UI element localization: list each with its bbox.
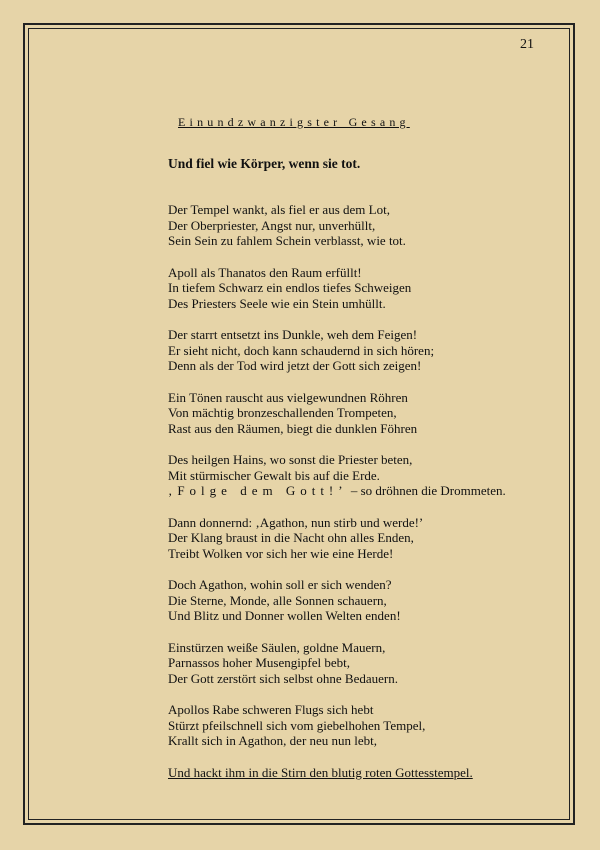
verse-line: Dann donnernd: ‚Agathon, nun stirb und werde!’ <box>168 514 424 530</box>
stanza <box>168 640 548 687</box>
verse-line: Der starrt entsetzt ins Dunkle, weh dem Feigen! <box>168 327 418 342</box>
verse-line: Der Oberpriester, Angst nur, unverhüllt, <box>168 217 376 233</box>
verse-line: Krallt sich in Agathon, der neu nun lebt, <box>168 733 378 748</box>
stanza <box>168 577 548 624</box>
verse-line: In tiefem Schwarz ein endlos tiefes Schweigen <box>168 280 412 295</box>
verse-line: Er sieht nicht, doch kann schaudernd in sich hören; <box>168 342 435 358</box>
call-line-rest: – so dröhnen die Drommeten. <box>347 483 506 498</box>
stanza <box>168 452 548 499</box>
final-line: Und hackt ihm in die Stirn den blutig roten Gottesstempel. <box>168 764 473 780</box>
verse-line: Apoll als Thanatos den Raum erfüllt! <box>168 264 362 280</box>
verse-line: Mit stürmischer Gewalt bis auf die Erde. <box>168 467 380 483</box>
verse-line: Und Blitz und Donner wollen Welten enden! <box>168 608 401 623</box>
verse-line: Der Klang braust in die Nacht ohn alles Enden, <box>168 530 414 545</box>
verse-line: Einstürzen weiße Säulen, goldne Mauern, <box>168 639 386 655</box>
verse-line: Rast aus den Räumen, biegt die dunklen Föhren <box>168 420 418 436</box>
verse-line: Sein Sein zu fahlem Schein verblasst, wie tot. <box>168 233 406 248</box>
call-line <box>168 483 548 499</box>
stanza <box>168 265 548 312</box>
chapter-title: Einundzwanzigster Gesang <box>178 115 410 129</box>
verse-line: Der Gott zerstört sich selbst ohne Bedauern. <box>168 670 398 686</box>
page-number: 21 <box>520 37 534 52</box>
verse-line: Des Priesters Seele wie ein Stein umhüllt. <box>168 295 386 311</box>
stanza <box>168 702 548 749</box>
verse-line: Der Tempel wankt, als fiel er aus dem Lot, <box>168 202 390 217</box>
verse-line: Parnassos hoher Musengipfel bebt, <box>168 655 350 670</box>
poem-content <box>168 115 548 780</box>
verse-line: Ein Tönen rauscht aus vielgewundnen Röhren <box>168 389 408 405</box>
stanza <box>168 390 548 437</box>
stanza <box>168 327 548 374</box>
verse-line: Doch Agathon, wohin soll er sich wenden? <box>168 577 392 592</box>
verse-line: Von mächtig bronzeschallenden Trompeten, <box>168 405 397 420</box>
stanza <box>168 515 548 562</box>
verse-line: Apollos Rabe schweren Flugs sich hebt <box>168 702 374 717</box>
verse-line: Die Sterne, Monde, alle Sonnen schauern, <box>168 592 387 608</box>
verse-line: Stürzt pfeilschnell sich vom giebelhohen Tempel, <box>168 717 426 733</box>
verse-line: Des heilgen Hains, wo sonst die Priester beten, <box>168 452 413 467</box>
poem-subtitle: Und fiel wie Körper, wenn sie tot. <box>168 155 361 171</box>
stanza <box>168 765 548 781</box>
stanza <box>168 202 548 249</box>
verse-line: Treibt Wolken vor sich her wie eine Herde! <box>168 545 394 561</box>
spaced-call: ‚Folge dem Gott!’ <box>168 483 348 498</box>
verse-line: Denn als der Tod wird jetzt der Gott sich zeigen! <box>168 358 422 373</box>
